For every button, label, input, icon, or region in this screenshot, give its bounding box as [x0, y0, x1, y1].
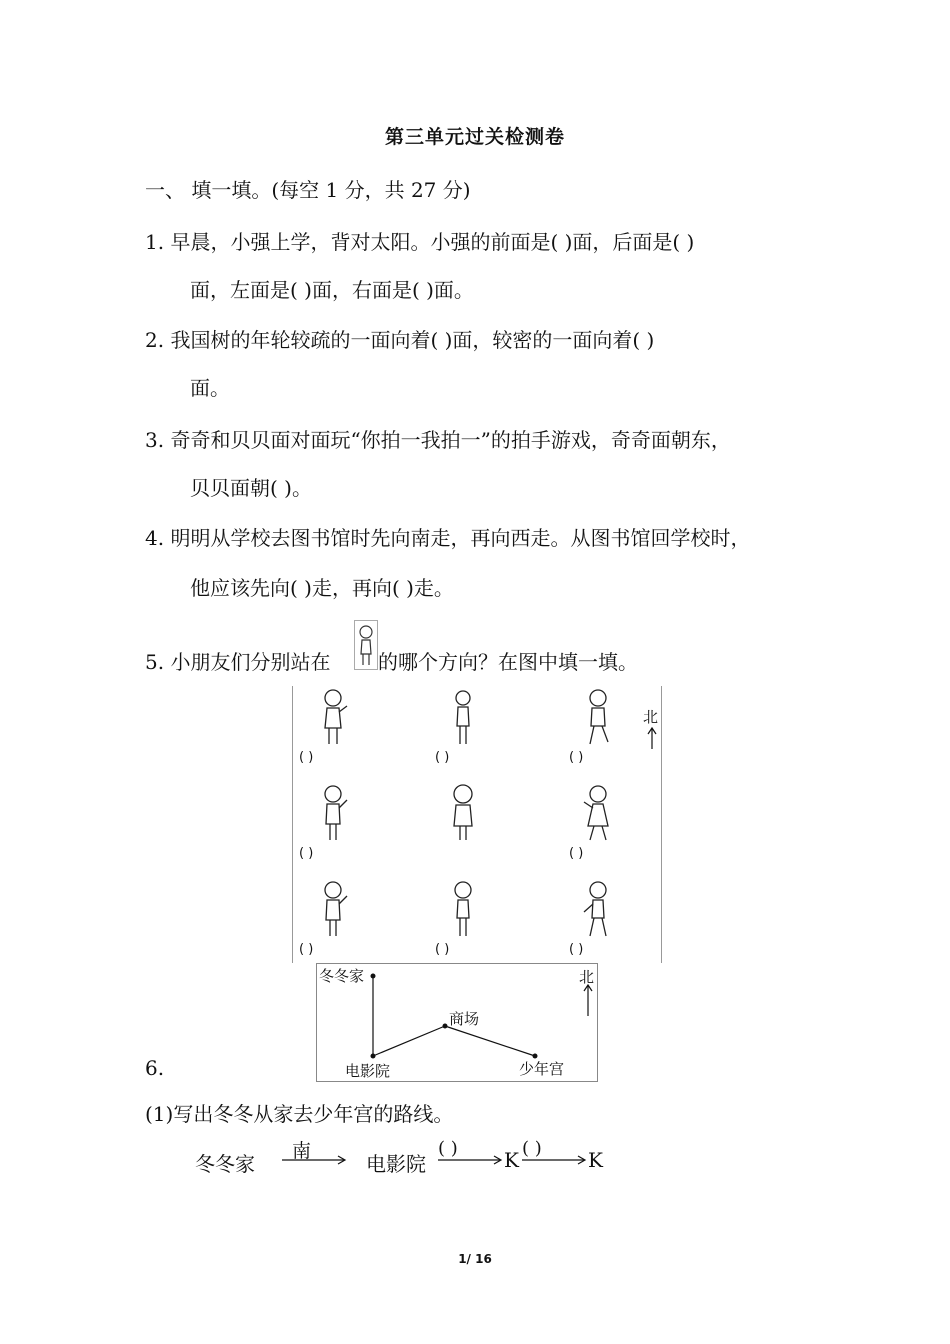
route-blank-2[interactable]: ( ) — [438, 1138, 458, 1159]
route-arrow-3-icon — [522, 1154, 588, 1166]
section-1-heading: 一、 填一填。(每空 1 分，共 27 分) — [145, 178, 471, 202]
route-dir-1-label: 南 — [292, 1140, 312, 1162]
question-3-line-2: 贝贝面朝( )。 — [190, 476, 312, 500]
child-figure-w — [313, 782, 353, 844]
question-1-line-1: 1. 早晨，小强上学，背对太阳。小强的前面是( )面，后面是( ) — [145, 230, 695, 254]
child-figure-n — [443, 686, 483, 748]
blank-se[interactable]: ( ) — [569, 942, 584, 957]
route-map — [316, 963, 598, 1082]
blank-ne[interactable]: ( ) — [569, 750, 584, 765]
route-k-1: K — [504, 1148, 519, 1172]
route-arrow-1-icon — [282, 1154, 348, 1166]
map-label-mall: 商场 — [449, 1010, 480, 1028]
grid-north-arrow-icon — [645, 726, 659, 750]
route-mid: 电影院 — [366, 1152, 426, 1176]
page-title: 第三单元过关检测卷 — [384, 126, 565, 148]
blank-w[interactable]: ( ) — [299, 846, 314, 861]
page-number: 1/ 16 — [458, 1252, 492, 1266]
blank-sw[interactable]: ( ) — [299, 942, 314, 957]
child-figure-se — [578, 878, 618, 940]
children-direction-grid — [292, 686, 662, 963]
blank-e[interactable]: ( ) — [569, 846, 584, 861]
question-2-line-2: 面。 — [190, 376, 230, 400]
question-5-text-before: 5. 小朋友们分别站在 — [145, 650, 331, 674]
question-6-1-text: (1)写出冬冬从家去少年宫的路线。 — [145, 1102, 454, 1126]
blank-n[interactable]: ( ) — [435, 750, 450, 765]
child-figure-s — [443, 878, 483, 940]
question-2-line-1: 2. 我国树的年轮较疏的一面向着( )面，较密的一面向着( ) — [145, 328, 655, 352]
question-4-line-1: 4. 明明从学校去图书馆时先向南走，再向西走。从图书馆回学校时， — [145, 526, 751, 550]
question-6-number: 6. — [145, 1056, 165, 1080]
map-north-label: 北 — [579, 968, 595, 986]
map-label-cinema: 电影院 — [345, 1062, 391, 1080]
center-child-icon — [354, 620, 378, 670]
question-4-line-2: 他应该先向( )走，再向( )走。 — [190, 576, 454, 600]
map-label-youth-palace: 少年宫 — [519, 1060, 565, 1078]
blank-s[interactable]: ( ) — [435, 942, 450, 957]
child-figure-nw — [313, 686, 353, 748]
child-figure-ne — [578, 686, 618, 748]
blank-nw[interactable]: ( ) — [299, 750, 314, 765]
question-1-line-2: 面，左面是( )面，右面是( )面。 — [190, 278, 474, 302]
route-arrow-2-icon — [438, 1154, 504, 1166]
route-start: 冬冬家 — [195, 1152, 255, 1176]
question-3-line-1: 3. 奇奇和贝贝面对面玩“你拍一我拍一”的拍手游戏，奇奇面朝东， — [145, 428, 731, 452]
map-label-dongdong-home: 冬冬家 — [319, 967, 365, 985]
question-5-text-after: 的哪个方向？在图中填一填。 — [378, 650, 638, 674]
child-figure-e — [578, 782, 618, 844]
child-figure-sw — [313, 878, 353, 940]
grid-north-label: 北 — [643, 708, 659, 726]
center-child-figure — [443, 782, 483, 844]
route-k-2: K — [588, 1148, 603, 1172]
route-blank-3[interactable]: ( ) — [522, 1138, 542, 1159]
